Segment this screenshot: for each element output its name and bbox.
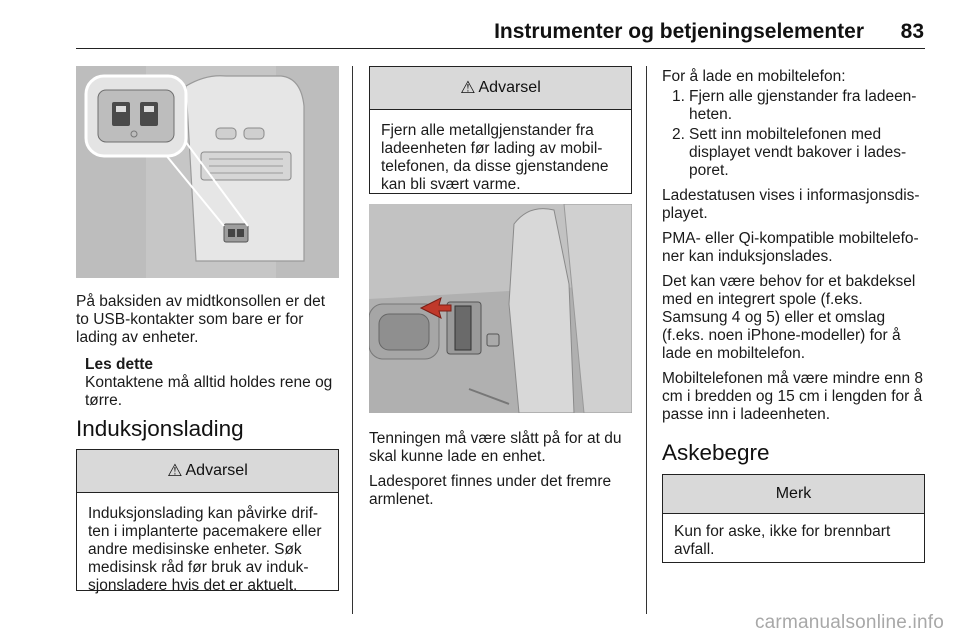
usb-intro-paragraph: På baksiden av midtkonsollen er det to USB-kontakter som bare er for lading av enheter. — [76, 293, 326, 346]
charging-slot-location-paragraph: Ladesporet finnes under det fremre armlenet. — [369, 473, 612, 508]
warning-title: Advarsel — [478, 79, 541, 96]
warning-header — [77, 450, 338, 493]
column-divider-2 — [646, 66, 647, 614]
back-cover-paragraph: Det kan være behov for et bakdeksel med en integrert spole (f.eks. Samsung 4 og 5) eller et omslag (f.eks. noen iPhone-modeller) for å lade en mobiltelefon. — [662, 273, 916, 362]
header-divider — [76, 48, 925, 49]
note-box-ashtray — [662, 474, 925, 563]
column-divider-1 — [352, 66, 353, 614]
warning-text: Induksjonslading kan påvirke drif-ten i implanterte pacemakere eller andre medisinske enheter. Søk medisinsk råd før bruk av induk-sjonsladere hvis det er aktuelt. — [88, 505, 322, 594]
watermark: carmanualsonline.info — [754, 612, 944, 633]
compatibility-paragraph: PMA- eller Qi-kompatible mobiltelefo-ner kan induksjonslades. — [662, 230, 919, 265]
section-title-askebegre: Askebegre — [662, 440, 770, 465]
list-item: 1. Fjern alle gjenstander fra ladeen-heten. — [672, 88, 917, 123]
warning-header — [370, 67, 631, 110]
note-box-text: Kun for aske, ikke for brennbart avfall. — [674, 523, 891, 558]
note-title: Les dette — [85, 356, 154, 373]
list-item: 2. Sett inn mobiltelefonen med displayet vendt bakover i lades-poret. — [672, 126, 907, 179]
charging-status-paragraph: Ladestatusen vises i informasjonsdis-playet. — [662, 187, 920, 222]
column-3-text — [662, 68, 927, 431]
note-box-header: Merk — [663, 475, 924, 514]
note-text: Kontaktene må alltid holdes rene og tørre. — [85, 374, 333, 409]
phone-size-paragraph: Mobiltelefonen må være mindre enn 8 cm i bredden og 15 cm i lengden for å passe inn i ladeenheten. — [662, 370, 924, 423]
usb-ports-illustration — [76, 66, 339, 278]
note-block — [76, 356, 341, 410]
section-title-induksjonslading: Induksjonslading — [76, 416, 244, 441]
warning-box-metal-objects — [369, 66, 632, 194]
warning-title: Advarsel — [185, 462, 248, 479]
charging-slot-illustration — [369, 204, 632, 413]
column-2-text — [369, 430, 634, 516]
running-header-title: Instrumenter og betjeningselementer — [494, 20, 864, 43]
warning-triangle-icon: ⚠ — [460, 78, 476, 97]
page-number: 83 — [900, 20, 924, 43]
ignition-paragraph: Tenningen må være slått på for at du skal kunne lade en enhet. — [369, 430, 622, 465]
warning-triangle-icon: ⚠ — [167, 461, 183, 480]
charging-steps-list — [662, 88, 927, 180]
charging-intro: For å lade en mobiltelefon: — [662, 68, 846, 85]
warning-text: Fjern alle metallgjenstander fra ladeenheten før lading av mobil-telefonen, da disse gjenstandene kan bli svært varme. — [381, 122, 609, 193]
column-1-text — [76, 293, 341, 410]
warning-box-pacemaker — [76, 449, 339, 594]
